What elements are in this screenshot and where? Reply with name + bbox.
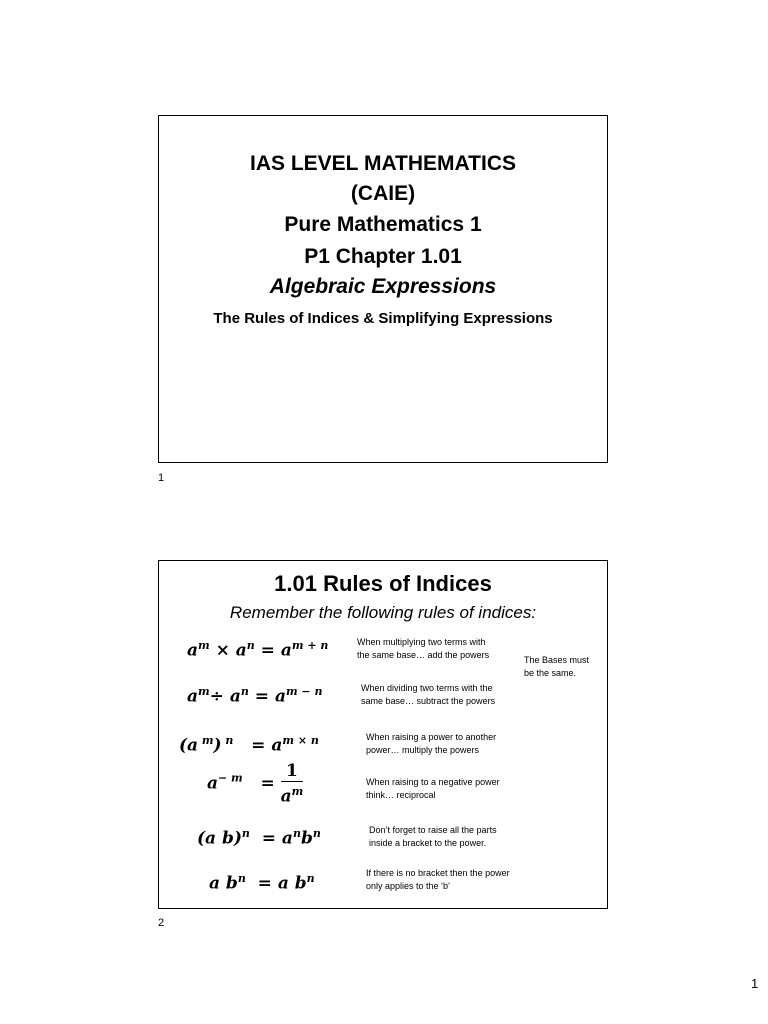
slide-subheading: Remember the following rules of indices: [229, 603, 537, 622]
slide-number-2: 2 [158, 917, 165, 929]
formula-multiply: $a^m \times a^n = a^{m + n}$ [187, 639, 329, 661]
formula-negative-power: $a^{- m}$ = $\frac{1}{a^m}$ [207, 761, 304, 807]
slide-heading: 1.01 Rules of Indices [274, 571, 492, 596]
page-number: 1 [751, 976, 759, 991]
formula-divide: $a^m\div a^n = a^{m - n}$ [187, 685, 323, 707]
title-line-4: P1 Chapter 1.01 [304, 245, 462, 268]
note-bases: The Bases must be the same. [524, 655, 590, 678]
formula-power-of-power: (a $^m$) $^n = a^{m \times n}$ [179, 734, 319, 756]
slide-number-1: 1 [158, 472, 165, 484]
note-no-bracket: If there is no bracket then the power only applies to the ‘b’ [366, 868, 510, 891]
title-line-1: IAS LEVEL MATHEMATICS [249, 152, 516, 175]
note-bracket-power: Don’t forget to raise all the parts inside a bracket to the power. [369, 825, 497, 848]
note-multiply: When multiplying two terms with the same base… add the powers [357, 637, 490, 660]
chapter-title: Algebraic Expressions [269, 275, 497, 298]
title-line-3: Pure Mathematics 1 [284, 213, 482, 236]
formula-bracket-power: (a $b)^n = a^nb^n$ [197, 827, 321, 849]
note-divide: When dividing two terms with the same base… subtract the powers [361, 683, 496, 706]
chapter-subtitle: The Rules of Indices & Simplifying Expressions [213, 310, 553, 327]
slide-1 [158, 115, 608, 463]
title-line-2: (CAIE) [350, 182, 416, 205]
slide-2 [158, 560, 608, 909]
note-power-of-power: When raising a power to another power… multiply the powers [366, 732, 497, 755]
formula-no-bracket: a $b^n = a$ $b^n$ [209, 872, 315, 894]
note-negative-power: When raising to a negative power think… reciprocal [366, 777, 500, 800]
